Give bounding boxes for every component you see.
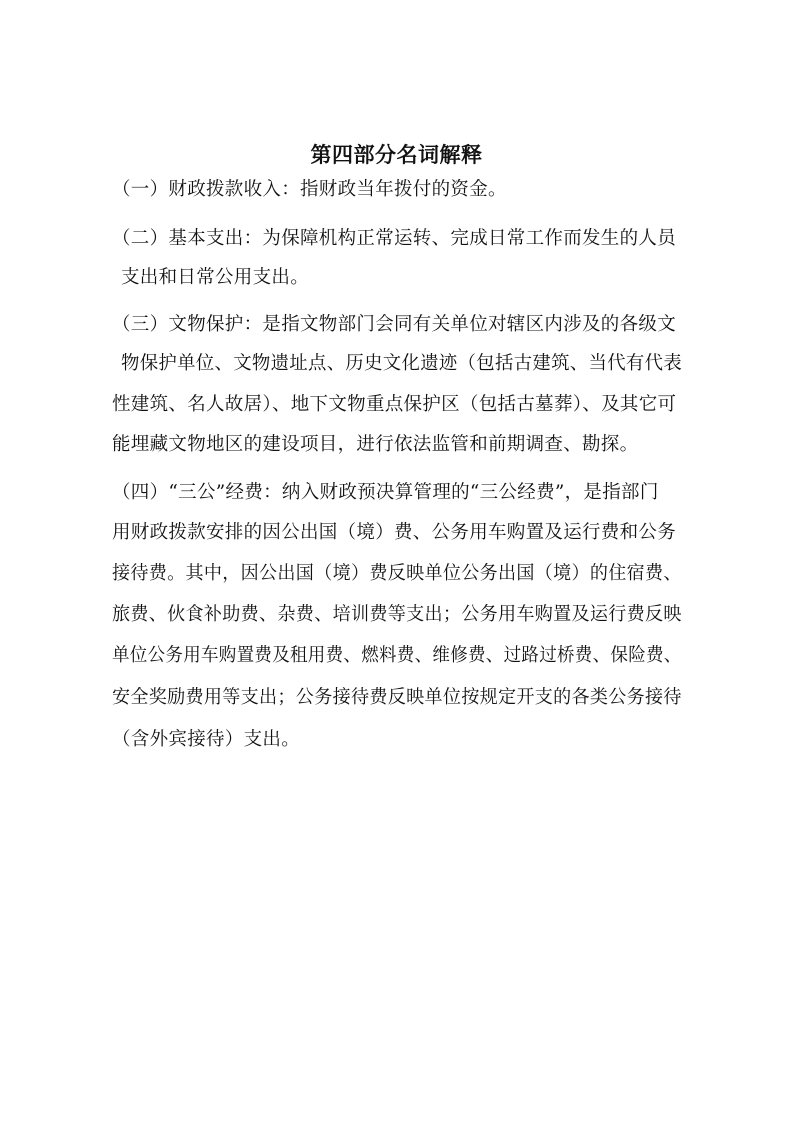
paragraph-1-line-1: （一）财政拨款收入：指财政当年拨付的资金。 <box>112 179 507 200</box>
paragraph-4-line-7: （含外宾接待）支出。 <box>112 729 301 750</box>
page-title: 第四部分名词解释 <box>310 143 483 167</box>
paragraph-3-line-4: 能埋藏文物地区的建设项目，进行依法监管和前期调查、勘探。 <box>112 434 639 455</box>
paragraph-4-line-3: 接待费。其中，因公出国（境）费反映单位公务出国（境）的住宿费、 <box>112 563 682 584</box>
paragraph-4-line-1: （四）“三公”经费：纳入财政预决算管理的“三公经费”，是指部门 <box>112 482 659 503</box>
paragraph-4-line-2: 用财政拨款安排的因公出国（境）费、公务用车购置及运行费和公务 <box>112 522 677 543</box>
paragraph-4-line-4: 旅费、伙食补助费、杂费、培训费等支出；公务用车购置及运行费反映 <box>112 604 682 625</box>
paragraph-4-line-6: 安全奖励费用等支出；公务接待费反映单位按规定开支的各类公务接待 <box>112 687 682 708</box>
paragraph-2-line-1: （二）基本支出：为保障机构正常运转、完成日常工作而发生的人员 <box>112 228 677 249</box>
paragraph-3-line-1: （三）文物保护：是指文物部门会同有关单位对辖区内涉及的各级文 <box>112 314 677 335</box>
paragraph-3-line-3: 性建筑、名人故居）、地下文物重点保护区（包括古墓葬）、及其它可 <box>112 394 677 415</box>
paragraph-3-line-2: 物保护单位、文物遗址点、历史文化遗迹（包括古建筑、当代有代表 <box>121 353 683 374</box>
paragraph-4-line-5: 单位公务用车购置费及租用费、燃料费、维修费、过路过桥费、保险费、 <box>112 645 682 666</box>
paragraph-2-line-2: 支出和日常公用支出。 <box>121 267 310 288</box>
